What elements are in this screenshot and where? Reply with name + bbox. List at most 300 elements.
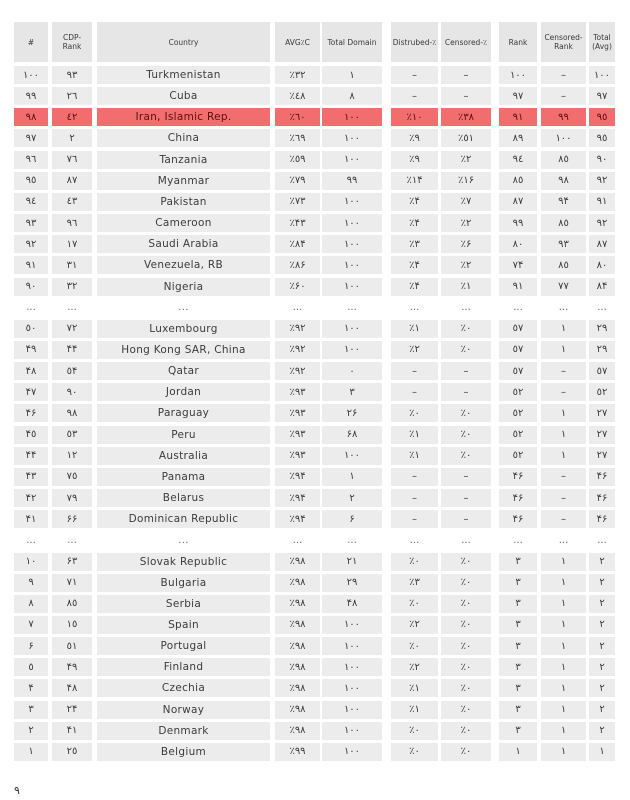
censored-cell: ٪٥١: [441, 129, 491, 147]
rank-cell: ٥٢: [499, 426, 537, 444]
censored-cell: ...: [461, 302, 471, 314]
cdp-rank-cell: ٨٥: [52, 595, 92, 613]
total-domain-cell: ٩٩: [322, 172, 382, 190]
disturbed-cell: ٪٠: [391, 637, 438, 655]
censored-rank-cell: ١: [541, 722, 586, 740]
censored-rank-cell: –: [541, 489, 586, 507]
avg-cell: ٪٩۴: [275, 489, 320, 507]
censored-cell: ٪٠: [441, 320, 491, 338]
country-cell: Turkmenistan: [97, 66, 270, 84]
cdp-rank-cell: ...: [67, 302, 77, 314]
country-cell: Spain: [97, 616, 270, 634]
disturbed-cell: ٪٩: [391, 151, 438, 169]
row-number: ٣: [14, 701, 48, 719]
row-number: ٩٩: [14, 87, 48, 105]
row-number: ٩٦: [14, 151, 48, 169]
avg-cell: ٪٩٨: [275, 595, 320, 613]
total-avg-cell: ٢: [589, 574, 615, 592]
total-domain-cell: ٢۶: [322, 404, 382, 422]
rank-cell: ٣: [499, 658, 537, 676]
censored-cell: ٪٢: [441, 151, 491, 169]
total-avg-cell: ٢: [589, 722, 615, 740]
total-avg-cell: ٩٢: [589, 214, 615, 232]
table-row: [0, 679, 630, 697]
censored-rank-cell: ٨٥: [541, 151, 586, 169]
total-avg-cell: ٢٩: [589, 320, 615, 338]
censored-cell: ٪٠: [441, 447, 491, 465]
total-domain-cell: ٣: [322, 383, 382, 401]
total-avg-cell: ٨٠: [589, 256, 615, 274]
row-number: ١: [14, 743, 48, 761]
row-number: ٩٢: [14, 235, 48, 253]
table-row: [0, 426, 630, 444]
total-domain-cell: ۴٨: [322, 595, 382, 613]
disturbed-cell: ٪١: [391, 320, 438, 338]
country-cell: Pakistan: [97, 193, 270, 211]
row-number: ٩: [14, 574, 48, 592]
country-cell: Saudi Arabia: [97, 235, 270, 253]
table-row: [0, 362, 630, 380]
cdp-rank-cell: ...: [67, 534, 77, 546]
rank-cell: ٥٧: [499, 320, 537, 338]
ellipsis-row: [0, 299, 630, 317]
avg-cell: ٪۴٣: [275, 214, 320, 232]
country-cell: Venezuela, RB: [97, 256, 270, 274]
censored-cell: ٪٠: [441, 341, 491, 359]
country-cell: Belarus: [97, 489, 270, 507]
censored-rank-cell: ٩٩: [541, 108, 586, 126]
total-avg-cell: ۴۶: [589, 468, 615, 486]
total-avg-cell: ٩١: [589, 193, 615, 211]
cdp-rank-cell: ٧٩: [52, 489, 92, 507]
censored-cell: ٪٠: [441, 743, 491, 761]
cdp-rank-cell: ٩٣: [52, 66, 92, 84]
rank-cell: ٨٠: [499, 235, 537, 253]
rank-cell: ٩١: [499, 108, 537, 126]
rank-cell: ٣: [499, 679, 537, 697]
censored-cell: ٪٣٨: [441, 108, 491, 126]
rank-cell: ٣: [499, 595, 537, 613]
cdp-rank-cell: ۴٨: [52, 679, 92, 697]
total-domain-cell: ۶٨: [322, 426, 382, 444]
country-cell: ...: [178, 302, 189, 314]
rank-cell: ۴۶: [499, 510, 537, 528]
total-domain-cell: ١: [322, 468, 382, 486]
row-number: ٩٧: [14, 129, 48, 147]
table-row: [0, 637, 630, 655]
censored-cell: –: [441, 489, 491, 507]
row-number: ٩٤: [14, 193, 48, 211]
country-cell: Portugal: [97, 637, 270, 655]
total-avg-cell: ٢٧: [589, 447, 615, 465]
disturbed-cell: ٪۴: [391, 278, 438, 296]
total-avg-cell: ٥٢: [589, 383, 615, 401]
rank-cell: ...: [513, 302, 523, 314]
row-number: ٩١: [14, 256, 48, 274]
total-avg-cell: ...: [597, 302, 607, 314]
rank-cell: ٣: [499, 616, 537, 634]
cdp-rank-cell: ٢٥: [52, 743, 92, 761]
disturbed-cell: –: [391, 362, 438, 380]
total-domain-cell: ١٠٠: [322, 743, 382, 761]
country-cell: Dominican Republic: [97, 510, 270, 528]
total-avg-cell: ٢: [589, 658, 615, 676]
row-number: ٧: [14, 616, 48, 634]
cdp-rank-cell: ۴٩: [52, 658, 92, 676]
censored-rank-cell: –: [541, 87, 586, 105]
avg-cell: ٪٧٣: [275, 193, 320, 211]
disturbed-cell: ٪٩: [391, 129, 438, 147]
disturbed-cell: ٪٠: [391, 743, 438, 761]
disturbed-cell: ...: [409, 534, 420, 546]
disturbed-cell: –: [391, 383, 438, 401]
table-row: [0, 172, 630, 190]
rank-cell: ٨٥: [499, 172, 537, 190]
disturbed-cell: ٪۴: [391, 193, 438, 211]
table-row: [0, 404, 630, 422]
disturbed-cell: ٪۴: [391, 214, 438, 232]
cdp-rank-cell: ۶۶: [52, 510, 92, 528]
disturbed-cell: ٪۴: [391, 256, 438, 274]
cdp-rank-cell: ٧٦: [52, 151, 92, 169]
cdp-rank-cell: ٤٢: [52, 108, 92, 126]
total-avg-cell: ٢٧: [589, 404, 615, 422]
country-cell: Finland: [97, 658, 270, 676]
total-domain-cell: ١٠٠: [322, 616, 382, 634]
total-avg-cell: ٩٥: [589, 108, 615, 126]
total-avg-cell: ٩٢: [589, 172, 615, 190]
table-row: [0, 510, 630, 528]
disturbed-cell: ٪١: [391, 426, 438, 444]
table-row: [0, 595, 630, 613]
rank-cell: ۴۶: [499, 468, 537, 486]
total-domain-cell: ٢٩: [322, 574, 382, 592]
total-avg-cell: ٨٧: [589, 235, 615, 253]
total-avg-cell: ٢: [589, 616, 615, 634]
table-row: [0, 129, 630, 147]
table-row: [0, 553, 630, 571]
rank-cell: ٥٢: [499, 447, 537, 465]
disturbed-cell: ٪٢: [391, 616, 438, 634]
table-row: [0, 256, 630, 274]
row-number: ...: [26, 534, 36, 546]
total-avg-cell: ٩٥: [589, 129, 615, 147]
censored-cell: ٪١۶: [441, 172, 491, 190]
rank-cell: ...: [513, 534, 523, 546]
table-row: [0, 616, 630, 634]
disturbed-cell: ٪١: [391, 701, 438, 719]
total-domain-cell: ١٠٠: [322, 701, 382, 719]
rank-cell: ٧۴: [499, 256, 537, 274]
avg-cell: ٪٩٨: [275, 574, 320, 592]
row-number: ۴٥: [14, 426, 48, 444]
total-domain-cell: ١: [322, 66, 382, 84]
disturbed-cell: ٪٠: [391, 404, 438, 422]
censored-cell: ٪٧: [441, 193, 491, 211]
cdp-rank-cell: ٣٢: [52, 278, 92, 296]
table-row: [0, 193, 630, 211]
disturbed-cell: –: [391, 87, 438, 105]
rank-cell: ٥٢: [499, 383, 537, 401]
total-avg-cell: ٢: [589, 679, 615, 697]
total-domain-cell: ١٠٠: [322, 235, 382, 253]
censored-rank-cell: ١: [541, 637, 586, 655]
censored-rank-cell: ١: [541, 341, 586, 359]
avg-cell: ٪٩٣: [275, 383, 320, 401]
total-avg-cell: ٩٠: [589, 151, 615, 169]
row-number: ١٠٠: [14, 66, 48, 84]
cdp-rank-cell: ۴۴: [52, 341, 92, 359]
avg-cell: ٪٩٨: [275, 658, 320, 676]
cdp-rank-cell: ٧١: [52, 574, 92, 592]
row-number: ٥: [14, 658, 48, 676]
total-domain-cell: ٨: [322, 87, 382, 105]
censored-rank-cell: ٨٥: [541, 214, 586, 232]
censored-rank-cell: ١: [541, 320, 586, 338]
disturbed-cell: ٪١: [391, 679, 438, 697]
cdp-rank-cell: ٥۴: [52, 362, 92, 380]
rank-cell: ٩٧: [499, 87, 537, 105]
censored-rank-cell: ١: [541, 574, 586, 592]
censored-cell: –: [441, 66, 491, 84]
censored-rank-cell: ٩٨: [541, 172, 586, 190]
table-row-highlighted: [0, 108, 630, 126]
row-number: ۴۶: [14, 404, 48, 422]
censored-cell: ٪٠: [441, 595, 491, 613]
avg-cell: ...: [292, 534, 303, 546]
table-row: [0, 722, 630, 740]
total-avg-cell: ٢: [589, 701, 615, 719]
censored-cell: ٪٢: [441, 214, 491, 232]
cdp-rank-cell: ٢: [52, 129, 92, 147]
disturbed-cell: –: [391, 66, 438, 84]
censored-cell: ٪٠: [441, 637, 491, 655]
row-number: ۴٩: [14, 341, 48, 359]
censored-rank-cell: ...: [558, 302, 569, 314]
total-domain-cell: ...: [347, 302, 357, 314]
header-number: #: [14, 22, 48, 62]
total-avg-cell: ٢٩: [589, 341, 615, 359]
censored-cell: ...: [461, 534, 471, 546]
header-rank: Rank: [499, 22, 537, 62]
total-domain-cell: ١٠٠: [322, 108, 382, 126]
table-row: [0, 701, 630, 719]
header-censored: Censored-٪: [441, 22, 491, 62]
table-row: [0, 743, 630, 761]
country-cell: Cuba: [97, 87, 270, 105]
disturbed-cell: ٪٢: [391, 341, 438, 359]
total-avg-cell: ٥٧: [589, 362, 615, 380]
rank-cell: ٩١: [499, 278, 537, 296]
censored-cell: ٪٠: [441, 679, 491, 697]
row-number: ۴١: [14, 510, 48, 528]
censored-rank-cell: ١: [541, 658, 586, 676]
avg-cell: ٪٩٨: [275, 701, 320, 719]
row-number: ٨: [14, 595, 48, 613]
country-cell: Iran, Islamic Rep.: [97, 108, 270, 126]
rank-cell: ٩٩: [499, 214, 537, 232]
page-number: ۹: [14, 784, 20, 797]
rank-cell: ٨٧: [499, 193, 537, 211]
avg-cell: ٪٩٨: [275, 679, 320, 697]
disturbed-cell: –: [391, 510, 438, 528]
censored-rank-cell: –: [541, 510, 586, 528]
country-cell: Norway: [97, 701, 270, 719]
censored-rank-cell: ٧٧: [541, 278, 586, 296]
total-avg-cell: ٩٧: [589, 87, 615, 105]
avg-cell: ٪٥٩: [275, 151, 320, 169]
country-cell: Nigeria: [97, 278, 270, 296]
country-cell: Bulgaria: [97, 574, 270, 592]
avg-cell: ٪٩٣: [275, 404, 320, 422]
row-number: ٥٠: [14, 320, 48, 338]
cdp-rank-cell: ٨٧: [52, 172, 92, 190]
avg-cell: ٪٩۴: [275, 510, 320, 528]
disturbed-cell: ٪٠: [391, 553, 438, 571]
row-number: ۴: [14, 679, 48, 697]
censored-cell: ٪۶: [441, 235, 491, 253]
country-cell: Jordan: [97, 383, 270, 401]
country-cell: Czechia: [97, 679, 270, 697]
censored-rank-cell: ١: [541, 743, 586, 761]
censored-cell: ٪٠: [441, 658, 491, 676]
total-avg-cell: ٨۴: [589, 278, 615, 296]
rank-cell: ١٠٠: [499, 66, 537, 84]
rank-cell: ٥٢: [499, 404, 537, 422]
avg-cell: ...: [292, 302, 303, 314]
total-domain-cell: ١٠٠: [322, 320, 382, 338]
avg-cell: ٪٩٢: [275, 362, 320, 380]
total-domain-cell: ٢: [322, 489, 382, 507]
country-cell: Peru: [97, 426, 270, 444]
rank-cell: ٨٩: [499, 129, 537, 147]
avg-cell: ٪٩٨: [275, 616, 320, 634]
table-row: [0, 66, 630, 84]
table-row: [0, 574, 630, 592]
censored-rank-cell: –: [541, 362, 586, 380]
cdp-rank-cell: ٩٦: [52, 214, 92, 232]
censored-cell: ٪٠: [441, 616, 491, 634]
total-avg-cell: ١٠٠: [589, 66, 615, 84]
total-avg-cell: ...: [597, 534, 607, 546]
avg-cell: ٪٩٢: [275, 320, 320, 338]
total-domain-cell: ٢١: [322, 553, 382, 571]
total-domain-cell: ١٠٠: [322, 679, 382, 697]
total-avg-cell: ١: [589, 743, 615, 761]
cdp-rank-cell: ۶٣: [52, 553, 92, 571]
disturbed-cell: ٪٣: [391, 574, 438, 592]
censored-rank-cell: ١٠٠: [541, 129, 586, 147]
avg-cell: ٪٩۴: [275, 468, 320, 486]
censored-cell: ٪٠: [441, 574, 491, 592]
rank-cell: ٣: [499, 637, 537, 655]
total-domain-cell: ١٠٠: [322, 637, 382, 655]
censored-rank-cell: –: [541, 468, 586, 486]
cdp-rank-cell: ١٧: [52, 235, 92, 253]
table-row: [0, 214, 630, 232]
cdp-rank-cell: ٤٣: [52, 193, 92, 211]
row-number: ۴٢: [14, 489, 48, 507]
cdp-rank-cell: ٩٨: [52, 404, 92, 422]
censored-cell: –: [441, 510, 491, 528]
country-cell: China: [97, 129, 270, 147]
avg-cell: ٪٦٩: [275, 129, 320, 147]
country-cell: Australia: [97, 447, 270, 465]
country-cell: Hong Kong SAR, China: [97, 341, 270, 359]
censored-cell: ٪١: [441, 278, 491, 296]
country-cell: Myanmar: [97, 172, 270, 190]
censored-cell: –: [441, 468, 491, 486]
censored-cell: –: [441, 87, 491, 105]
avg-cell: ٪٤٨: [275, 87, 320, 105]
disturbed-cell: ٪١: [391, 447, 438, 465]
total-avg-cell: ۴۶: [589, 489, 615, 507]
total-domain-cell: ١٠٠: [322, 151, 382, 169]
row-number: ۴٧: [14, 383, 48, 401]
censored-rank-cell: ١: [541, 595, 586, 613]
censored-rank-cell: ١: [541, 553, 586, 571]
rank-cell: ٣: [499, 553, 537, 571]
censored-rank-cell: ...: [558, 534, 569, 546]
total-domain-cell: ١٠٠: [322, 129, 382, 147]
cdp-rank-cell: ٢٦: [52, 87, 92, 105]
table-row: [0, 383, 630, 401]
total-domain-cell: ١٠٠: [322, 722, 382, 740]
avg-cell: ٪٧٩: [275, 172, 320, 190]
row-number: ...: [26, 302, 36, 314]
avg-cell: ٪٨۴: [275, 235, 320, 253]
censored-rank-cell: –: [541, 383, 586, 401]
avg-cell: ٪٣٢: [275, 66, 320, 84]
cdp-rank-cell: ٩٠: [52, 383, 92, 401]
country-cell: Cameroon: [97, 214, 270, 232]
row-number: ٩٥: [14, 172, 48, 190]
header-country: Country: [97, 22, 270, 62]
rank-cell: ٥٧: [499, 362, 537, 380]
disturbed-cell: ٪٢: [391, 658, 438, 676]
cdp-rank-cell: ۴١: [52, 722, 92, 740]
total-avg-cell: ٢٧: [589, 426, 615, 444]
avg-cell: ٪٩٩: [275, 743, 320, 761]
cdp-rank-cell: ١٥: [52, 616, 92, 634]
table-row: [0, 489, 630, 507]
censored-rank-cell: ١: [541, 616, 586, 634]
country-cell: Slovak Republic: [97, 553, 270, 571]
country-cell: Denmark: [97, 722, 270, 740]
total-avg-cell: ٢: [589, 595, 615, 613]
row-number: ۴۴: [14, 447, 48, 465]
row-number: ۴٣: [14, 468, 48, 486]
row-number: ٩٨: [14, 108, 48, 126]
censored-rank-cell: ١: [541, 447, 586, 465]
censored-rank-cell: ١: [541, 404, 586, 422]
country-cell: ...: [178, 534, 189, 546]
rank-cell: ٥٧: [499, 341, 537, 359]
row-number: ۴٨: [14, 362, 48, 380]
censored-cell: –: [441, 362, 491, 380]
total-domain-cell: ١٠٠: [322, 278, 382, 296]
avg-cell: ٪٨۶: [275, 256, 320, 274]
censored-rank-cell: ١: [541, 426, 586, 444]
disturbed-cell: ٪٣: [391, 235, 438, 253]
cdp-rank-cell: ١٢: [52, 447, 92, 465]
cdp-rank-cell: ٥١: [52, 637, 92, 655]
avg-cell: ٪٩٨: [275, 637, 320, 655]
disturbed-cell: ٪١٠: [391, 108, 438, 126]
censored-cell: ٪٠: [441, 701, 491, 719]
censored-cell: ٪٠: [441, 553, 491, 571]
row-number: ٩٣: [14, 214, 48, 232]
